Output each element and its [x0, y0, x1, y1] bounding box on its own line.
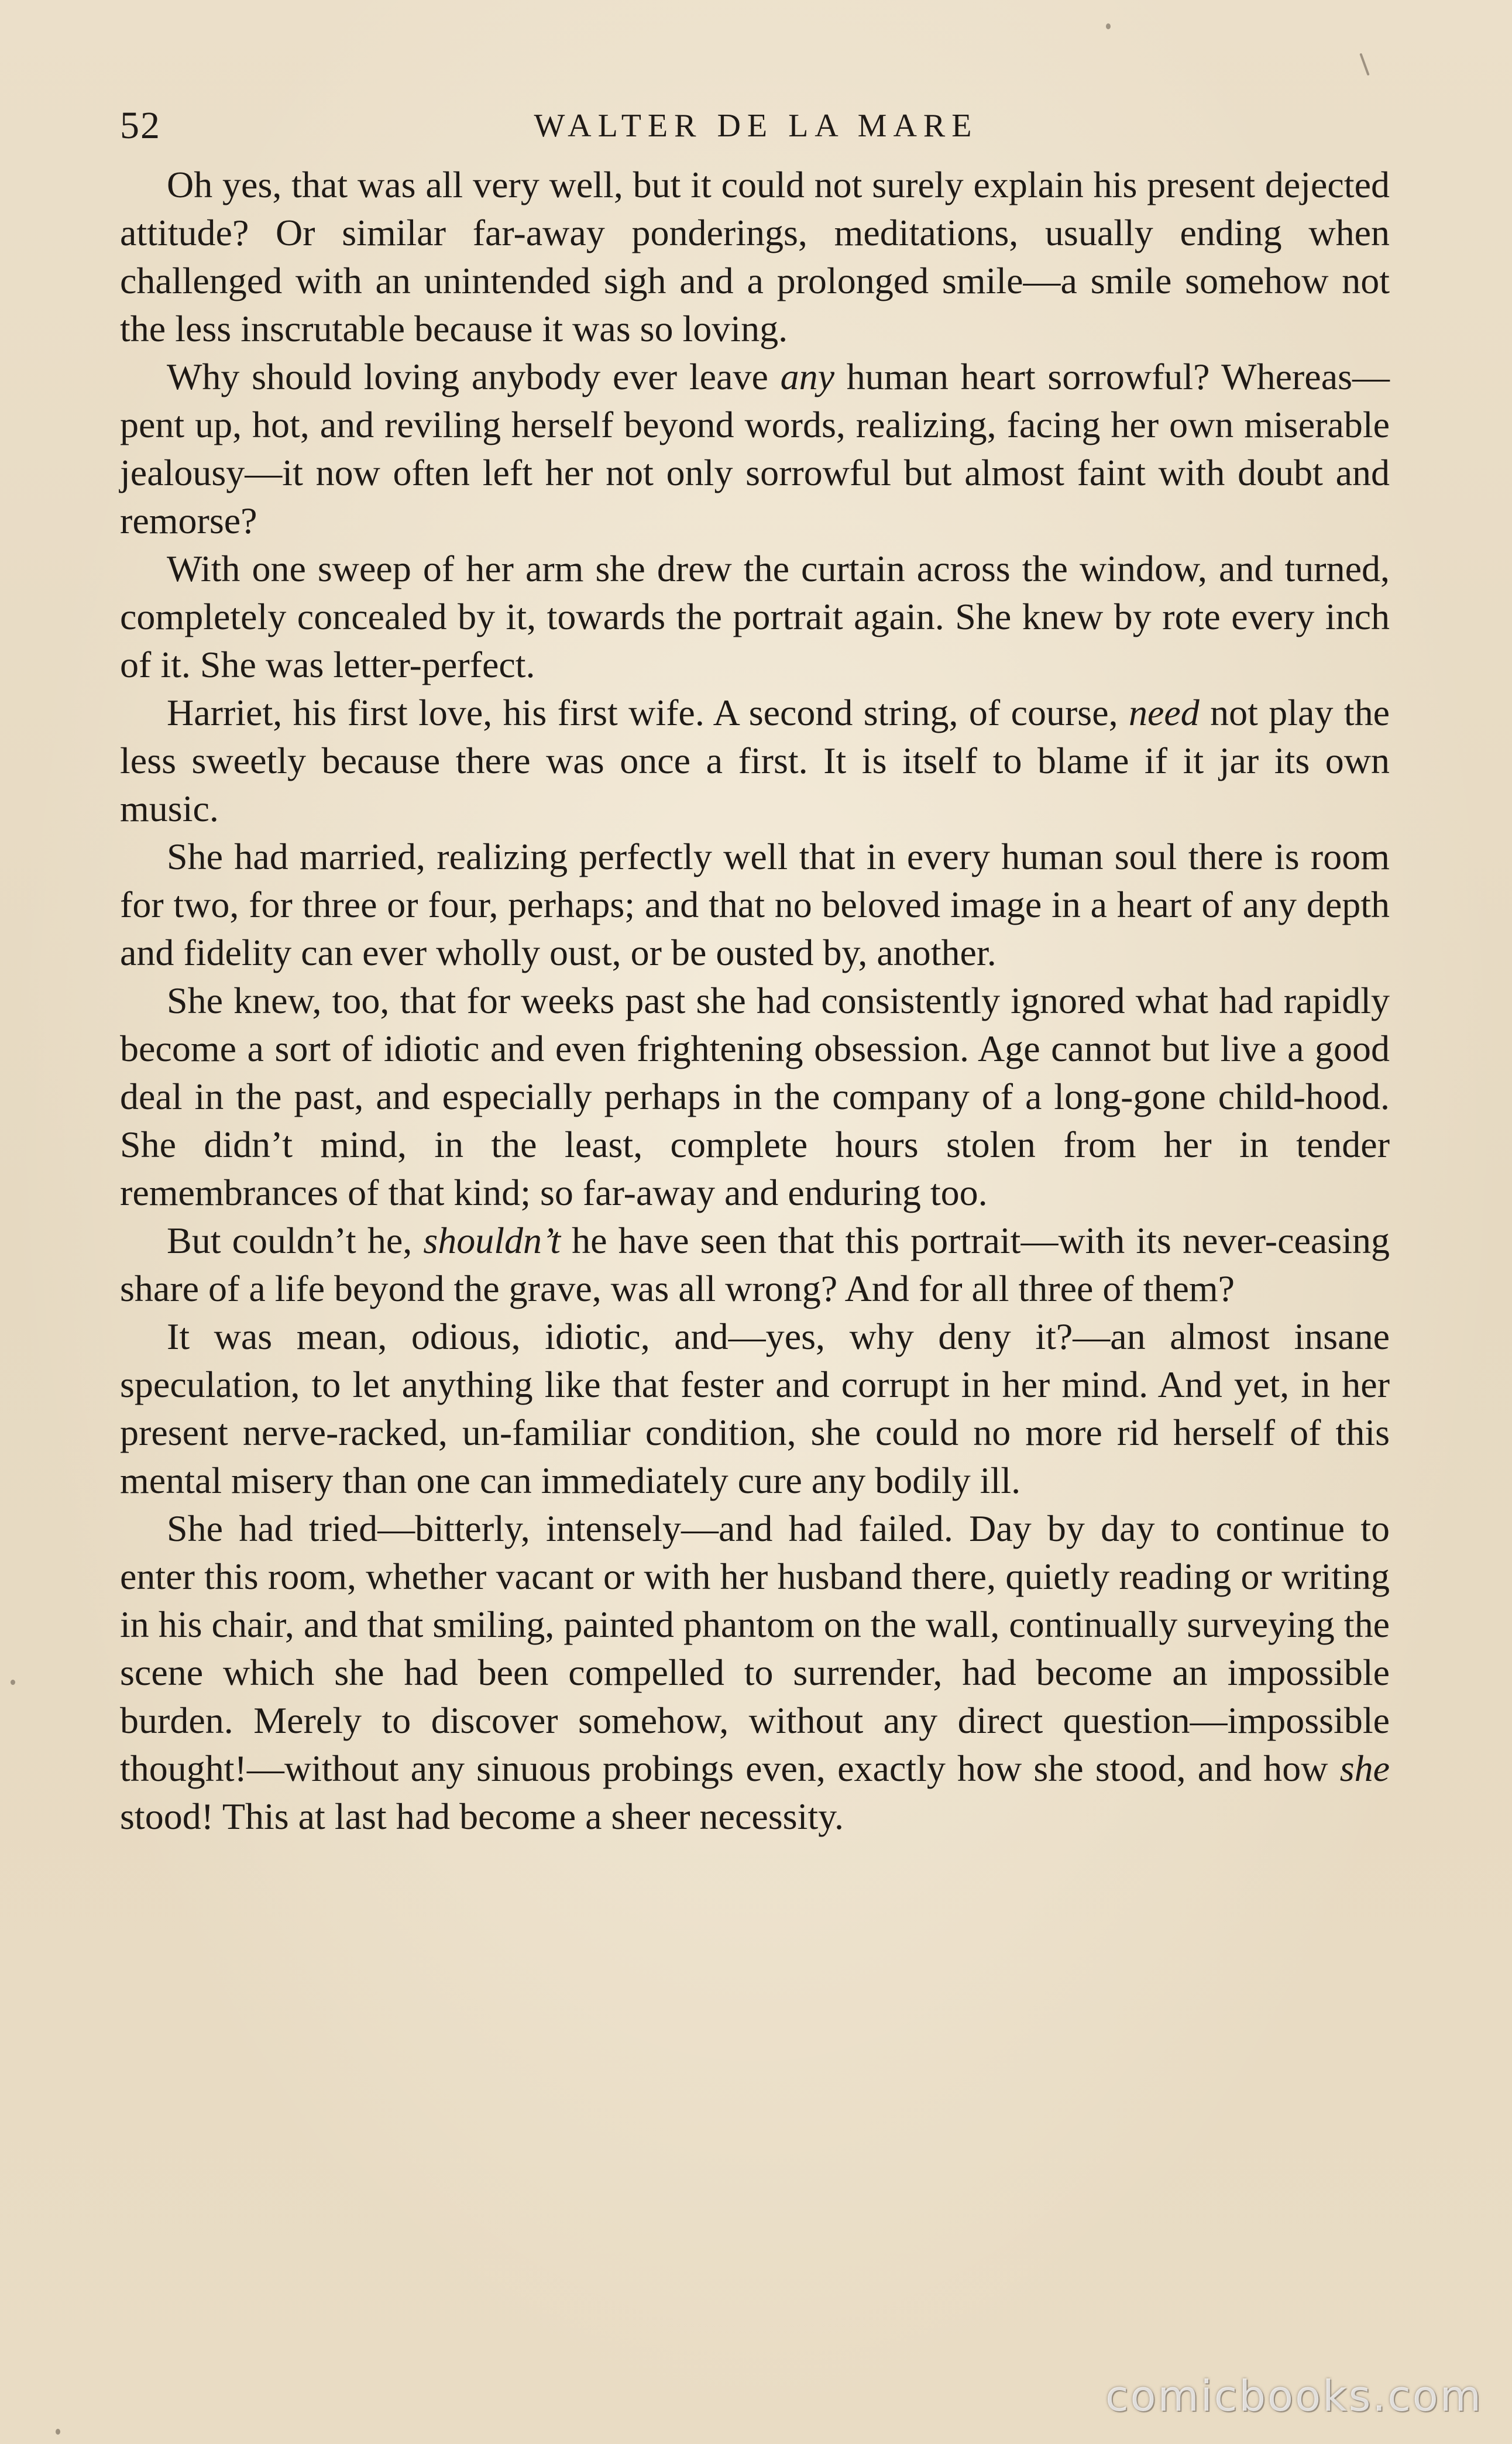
paragraph-text: She had tried—bitterly, intensely—and had failed. Day by day to continue to enter this room, whether vacant or with her husband there, quietly reading or writing in his chair, and that smiling, painted phantom on the wall, continually surveying the scene which she had been compelled to surrender, had become an impossible burden. Merely to discover somehow, without any direct question—impossible thought!—without any sinuous probings even, exactly how she stood, and how: [120, 1508, 1390, 1789]
paragraph: [120, 1505, 1390, 1841]
paper-speck: [56, 2429, 60, 2435]
paragraph: [120, 353, 1390, 545]
paragraph-text: It was mean, odious, idiotic, and—yes, why deny it?—an almost insane speculation, to let anything like that fester and corrupt in her mind. And yet, in her present nerve-racked, un-familiar condition, she could no more rid herself of this mental misery than one can immediately cure any bodily ill.: [120, 1316, 1390, 1501]
paragraph: [120, 545, 1390, 689]
paragraph-text: he have seen that this portrait—with its never-ceasing share of a life beyond the grave, was all wrong? And for all three of them?: [120, 1220, 1390, 1309]
paragraph-text: She knew, too, that for weeks past she had consistently ignored what had rapidly become a sort of idiotic and even frightening obsession. Age cannot but live a good deal in the past, and especially perhaps in the company of a long-gone child-hood. She didn’t mind, in the least, complete hours stolen from her in tender remembrances of that kind; so far-away and enduring too.: [120, 980, 1390, 1213]
italic-text: shouldn’t: [423, 1220, 561, 1261]
paragraph: [120, 833, 1390, 977]
paragraph-text: With one sweep of her arm she drew the curtain across the window, and turned, completely concealed by it, towards the portrait again. She knew by rote every inch of it. She was letter-perfect.: [120, 548, 1390, 685]
paragraph: [120, 689, 1390, 833]
paragraph-text: Harriet, his first love, his first wife. A second string, of course,: [167, 692, 1129, 733]
body-text: [120, 161, 1390, 1841]
italic-text: any: [780, 356, 835, 397]
paragraph-text: not play the less sweetly because there was once a first. It is itself to blame if it jar its own music.: [120, 692, 1390, 829]
italic-text: she: [1339, 1748, 1390, 1789]
paragraph-text: Oh yes, that was all very well, but it could not surely explain his present dejected attitude? Or similar far-away ponderings, meditations, usually ending when challenged with an unintended sigh and a prolonged smile—a smile somehow not the less inscrutable because it was so loving.: [120, 164, 1390, 349]
paragraph-text: But couldn’t he,: [167, 1220, 424, 1261]
paragraph: [120, 1217, 1390, 1313]
running-head: WALTER DE LA MARE: [534, 108, 978, 144]
page-header: [0, 99, 1512, 152]
paper-speck: [11, 1680, 15, 1685]
italic-text: need: [1128, 692, 1200, 733]
watermark: comicbooks.com: [1105, 2371, 1483, 2421]
paragraph-text: stood! This at last had become a sheer necessity.: [120, 1796, 844, 1837]
paragraph-text: human heart sorrowful? Whereas—pent up, hot, and reviling herself beyond words, realizing, facing her own miserable jealousy—it now often left her not only sorrowful but almost faint with doubt and remorse?: [120, 356, 1390, 541]
paragraph: [120, 977, 1390, 1217]
page-number: 52: [120, 104, 161, 147]
paragraph: [120, 161, 1390, 353]
paper-speck: [1106, 23, 1111, 29]
paper-speck: [1359, 53, 1369, 76]
paragraph-text: She had married, realizing perfectly well that in every human soul there is room for two, for three or four, perhaps; and that no beloved image in a heart of any depth and fidelity can ever wholly oust, or be ousted by, another.: [120, 836, 1390, 973]
paragraph: [120, 1313, 1390, 1505]
paragraph-text: Why should loving anybody ever leave: [167, 356, 781, 397]
